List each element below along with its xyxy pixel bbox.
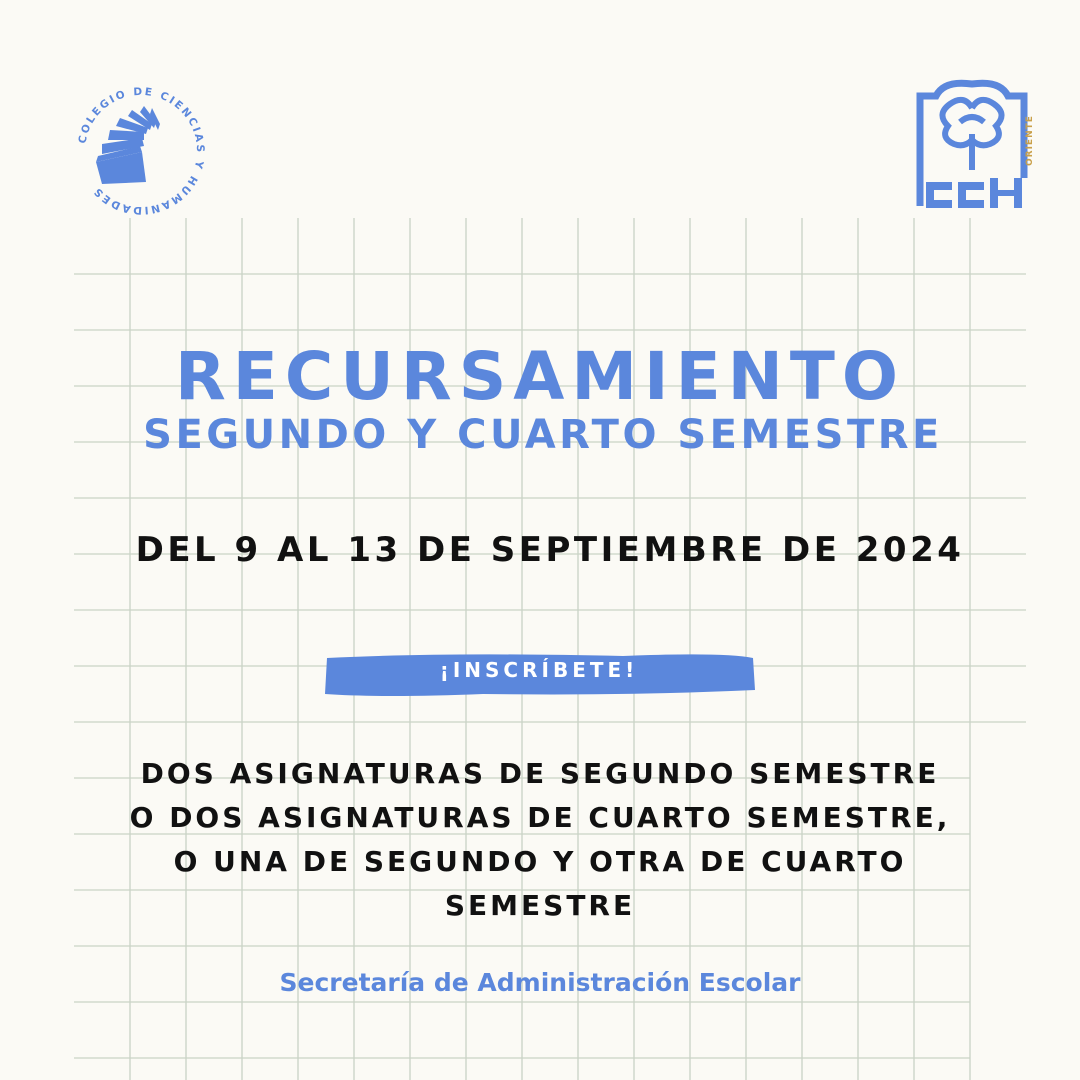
cch-letters-icon: [926, 178, 1022, 208]
oriente-label: ORIENTE: [1025, 115, 1035, 166]
page-title: RECURSAMIENTO: [174, 338, 906, 415]
description-line: SEMESTRE: [444, 889, 636, 922]
enroll-button-label: ¡INSCRÍBETE!: [439, 658, 639, 682]
department-footer: Secretaría de Administración Escolar: [279, 968, 801, 997]
seal-ring-text: COLEGIO DE CIENCIAS Y HUMANIDADES: [76, 85, 207, 217]
date-range: DEL 9 AL 13 DE SEPTIEMBRE DE 2024: [135, 530, 965, 570]
enroll-button[interactable]: [323, 650, 755, 698]
description-line: O DOS ASIGNATURAS DE CUARTO SEMESTRE,: [129, 801, 951, 834]
book-fan-icon: [96, 106, 160, 184]
tree-icon: [942, 100, 1001, 170]
cch-seal-logo: [72, 82, 210, 220]
page-subtitle: SEGUNDO Y CUARTO SEMESTRE: [143, 412, 943, 458]
description-line: O UNA DE SEGUNDO Y OTRA DE CUARTO: [173, 845, 907, 878]
eligibility-description: [0, 752, 1080, 928]
description-line: DOS ASIGNATURAS DE SEGUNDO SEMESTRE: [140, 757, 940, 790]
cch-oriente-logo: [914, 78, 1036, 212]
